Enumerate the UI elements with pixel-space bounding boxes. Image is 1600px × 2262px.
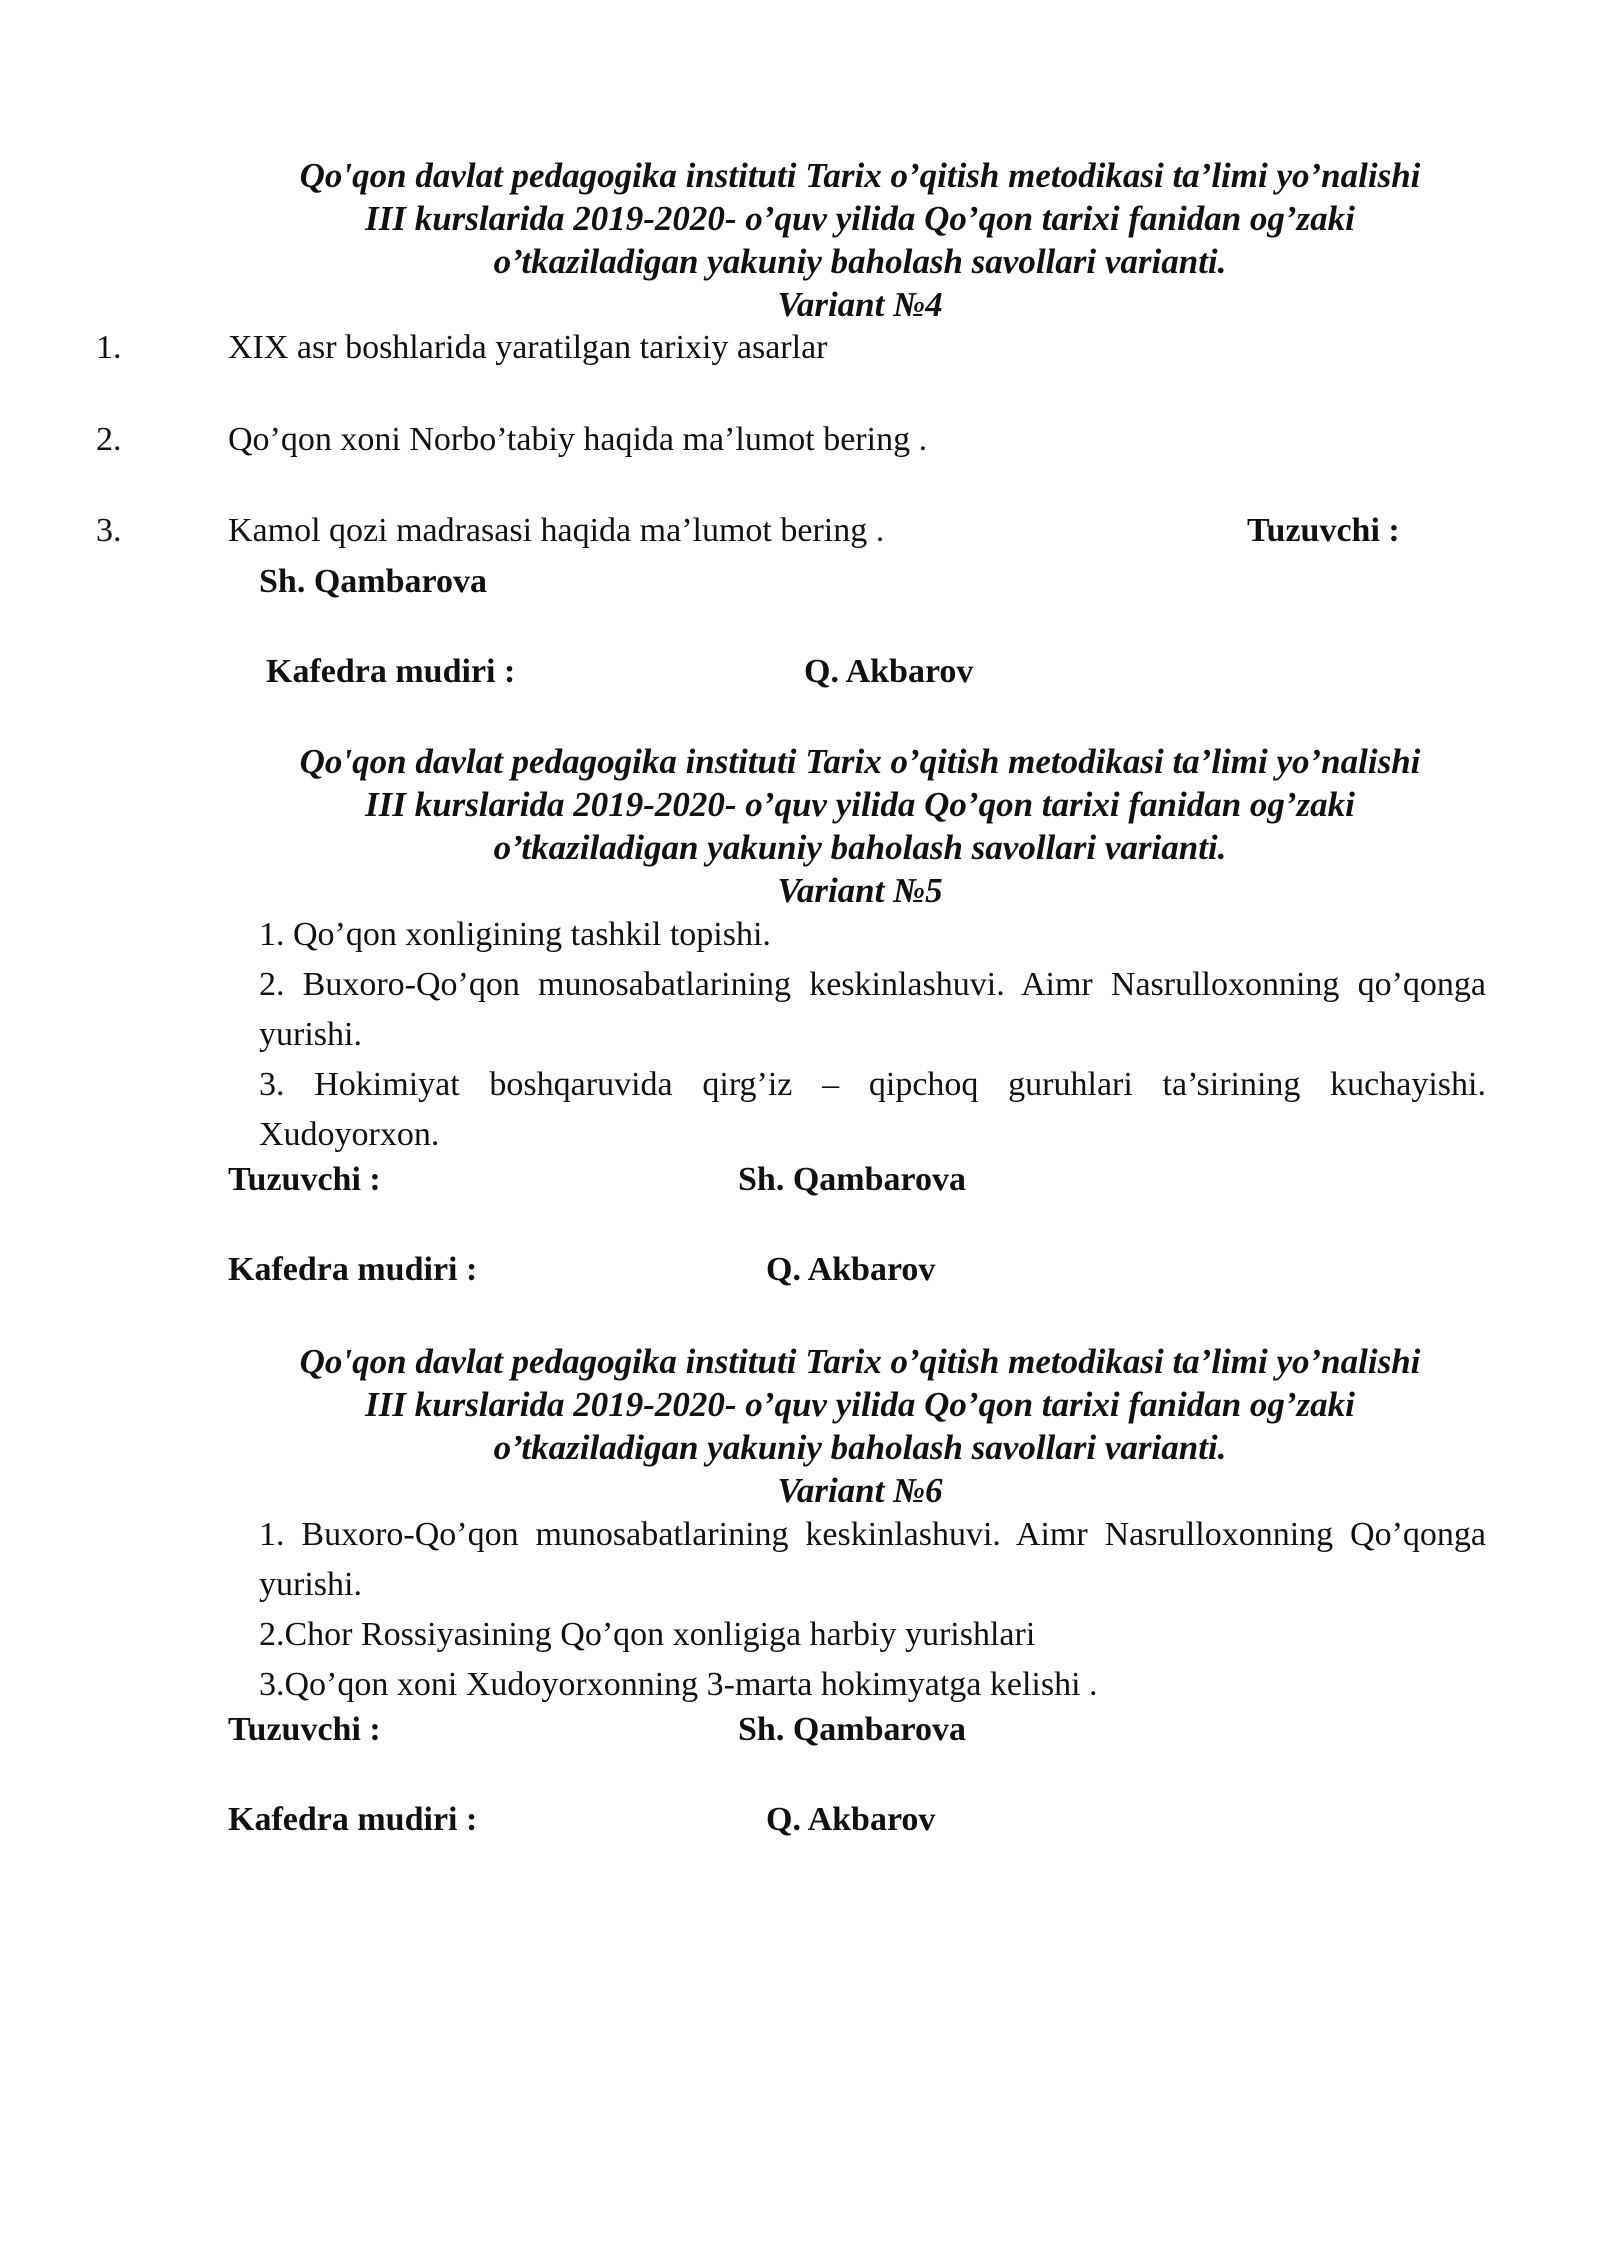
head-name: Q. Akbarov (766, 1251, 936, 1288)
header-line: o’tkaziladigan yakuniy baholash savollari varianti. (493, 242, 1227, 281)
compiler-label: Tuzuvchi : (228, 1711, 381, 1748)
header-line: Qo'qon davlat pedagogika instituti Tarix o’qitish metodikasi ta’limi yo’nalishi (299, 1342, 1421, 1381)
question-number: 2. (96, 421, 122, 458)
compiler-label: Tuzuvchi : (1247, 512, 1400, 549)
variant-4-header (160, 154, 1560, 326)
variant-title: Variant №5 (777, 871, 943, 910)
header-line: III kurslarida 2019-2020- o’quv yilida Qo’qon tarixi fanidan og’zaki (365, 1385, 1355, 1424)
variant-5-header (160, 740, 1560, 912)
header-line: Qo'qon davlat pedagogika instituti Tarix o’qitish metodikasi ta’limi yo’nalishi (299, 156, 1421, 195)
question-item: 1. Buxoro-Qo’qon munosabatlarining keskinlashuvi. Aimr Nasrulloxonning Qo’qonga yurishi. (259, 1516, 1486, 1603)
head-name: Q. Akbarov (766, 1801, 936, 1838)
head-label: Kafedra mudiri : (266, 653, 516, 690)
header-line: o’tkaziladigan yakuniy baholash savollari varianti. (493, 828, 1227, 867)
compiler-name: Sh. Qambarova (259, 563, 487, 600)
question-item: 2.Chor Rossiyasining Qo’qon xonligiga harbiy yurishlari (259, 1616, 1036, 1653)
question-text: Kamol qozi madrasasi haqida ma’lumot bering . (228, 512, 885, 549)
question-number: 3. (96, 512, 122, 549)
question-item: 2. Buxoro-Qo’qon munosabatlarining keskinlashuvi. Aimr Nasrulloxonning qo’qonga yurishi. (259, 966, 1486, 1053)
header-line: III kurslarida 2019-2020- o’quv yilida Qo’qon tarixi fanidan og’zaki (365, 785, 1355, 824)
head-label: Kafedra mudiri : (228, 1251, 478, 1288)
compiler-name: Sh. Qambarova (738, 1711, 966, 1748)
question-item: 3.Qo’qon xoni Xudoyorxonning 3-marta hokimyatga kelishi . (259, 1666, 1098, 1703)
header-line: III kurslarida 2019-2020- o’quv yilida Qo’qon tarixi fanidan og’zaki (365, 199, 1355, 238)
variant-6-header (160, 1340, 1560, 1512)
question-item: 1. Qo’qon xonligining tashkil topishi. (259, 916, 771, 953)
header-line: o’tkaziladigan yakuniy baholash savollari varianti. (493, 1428, 1227, 1467)
variant-title: Variant №4 (777, 285, 943, 324)
variant-title: Variant №6 (777, 1471, 943, 1510)
compiler-name: Sh. Qambarova (738, 1161, 966, 1198)
head-label: Kafedra mudiri : (228, 1801, 478, 1838)
question-text: XIX asr boshlarida yaratilgan tarixiy asarlar (228, 329, 828, 366)
question-text: Qo’qon xoni Norbo’tabiy haqida ma’lumot bering . (228, 421, 928, 458)
head-name: Q. Akbarov (804, 653, 974, 690)
question-number: 1. (96, 329, 122, 366)
compiler-label: Tuzuvchi : (228, 1161, 381, 1198)
question-item: 3. Hokimiyat boshqaruvida qirg’iz – qipchoq guruhlari ta’sirining kuchayishi. Xudoyorxon. (259, 1066, 1486, 1153)
header-line: Qo'qon davlat pedagogika instituti Tarix o’qitish metodikasi ta’limi yo’nalishi (299, 742, 1421, 781)
